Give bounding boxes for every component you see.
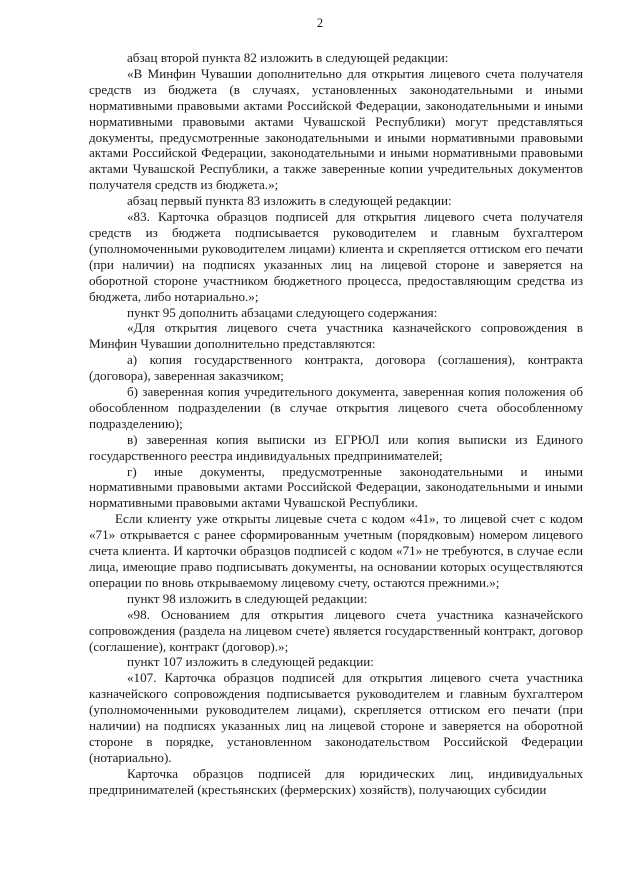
paragraph-11: Если клиенту уже открыты лицевые счета с кодом «41», то лицевой счет с кодом «71» открывается с ранее сформированным учетным (порядковым) номером лицевого счета клиента. И карточки образцов подписей с кодом «71» не требуются, в случае если лица, имеющие право подписывать документы, на основании которых осуществляются операции по вновь открываемому лицевому счету, остаются прежними.»; bbox=[89, 511, 583, 590]
paragraph-9: в) заверенная копия выписки из ЕГРЮЛ или копия выписки из Единого государственного реестра индивидуальных предпринимателей; bbox=[89, 431, 583, 463]
paragraph-14: пункт 107 изложить в следующей редакции: bbox=[127, 654, 374, 670]
paragraph-16: Карточка образцов подписей для юридических лиц, индивидуальных предпринимателей (крестьянских (фермерских) хозяйств), получающих субсидии bbox=[89, 765, 583, 797]
paragraph-10: г) иные документы, предусмотренные законодательными и иными нормативными правовыми актами Российской Федерации, законодательными и иными нормативными правовыми актами Чувашской Республики. bbox=[89, 463, 583, 511]
paragraph-6: «Для открытия лицевого счета участника казначейского сопровождения в Минфин Чувашии дополнительно представляются: bbox=[89, 320, 583, 352]
paragraph-15: «107. Карточка образцов подписей для открытия лицевого счета участника казначейского сопровождения подписывается руководителем и главным бухгалтером (уполномоченными руководителем лицами), скрепляется оттиском его печати (при наличии) на подписях указанных лиц на лицевой стороне и заверяется на оборотной стороне в порядке, установленном законодательством Российской Федерации (нотариально). bbox=[89, 670, 583, 765]
paragraph-1: абзац второй пункта 82 изложить в следующей редакции: bbox=[127, 50, 449, 65]
paragraph-8: б) заверенная копия учредительного документа, заверенная копия положения об обособленном подразделении (в случае открытия лицевого счета обособленному подразделению); bbox=[89, 384, 583, 431]
paragraph-13: «98. Основанием для открытия лицевого счета участника казначейского сопровождения (раздела на лицевом счете) является государственный контракт, договор (соглашение), контракт (договор).»; bbox=[89, 606, 583, 654]
paragraph-7: а) копия государственного контракта, договора (соглашения), контракта (договора), заверенная заказчиком; bbox=[89, 352, 583, 384]
document-body bbox=[89, 50, 583, 798]
paragraph-5: пункт 95 дополнить абзацами следующего содержания: bbox=[127, 304, 438, 320]
paragraph-12: пункт 98 изложить в следующей редакции: bbox=[127, 590, 368, 606]
page-number: 2 bbox=[316, 16, 324, 30]
paragraph-4: «83. Карточка образцов подписей для открытия лицевого счета получателя средств из бюджета подписывается руководителем и главным бухгалтером (уполномоченными руководителем лицами) клиента и скрепляется оттиском его печати (при наличии) на подписях указанных лиц на лицевой стороне и заверяется на оборотной стороне участником бюджетного процесса, предоставляющим средства из бюджета, либо нотариально.»; bbox=[89, 209, 583, 304]
paragraph-2: «В Минфин Чувашии дополнительно для открытия лицевого счета получателя средств из бюджета (в случаях, установленных законодательными и иными нормативными правовыми актами Российской Федерации, законодательными и иными нормативными правовыми актами Чувашской Республики) могут представляться документы, предусмотренные законодательными и иными нормативными правовыми актами Российской Федерации, законодательными и иными нормативными правовыми актами Чувашской Республики, а также заверенные копии учредительных документов получателя средств из бюджета.»; bbox=[89, 65, 583, 193]
paragraph-3: абзац первый пункта 83 изложить в следующей редакции: bbox=[127, 193, 452, 209]
